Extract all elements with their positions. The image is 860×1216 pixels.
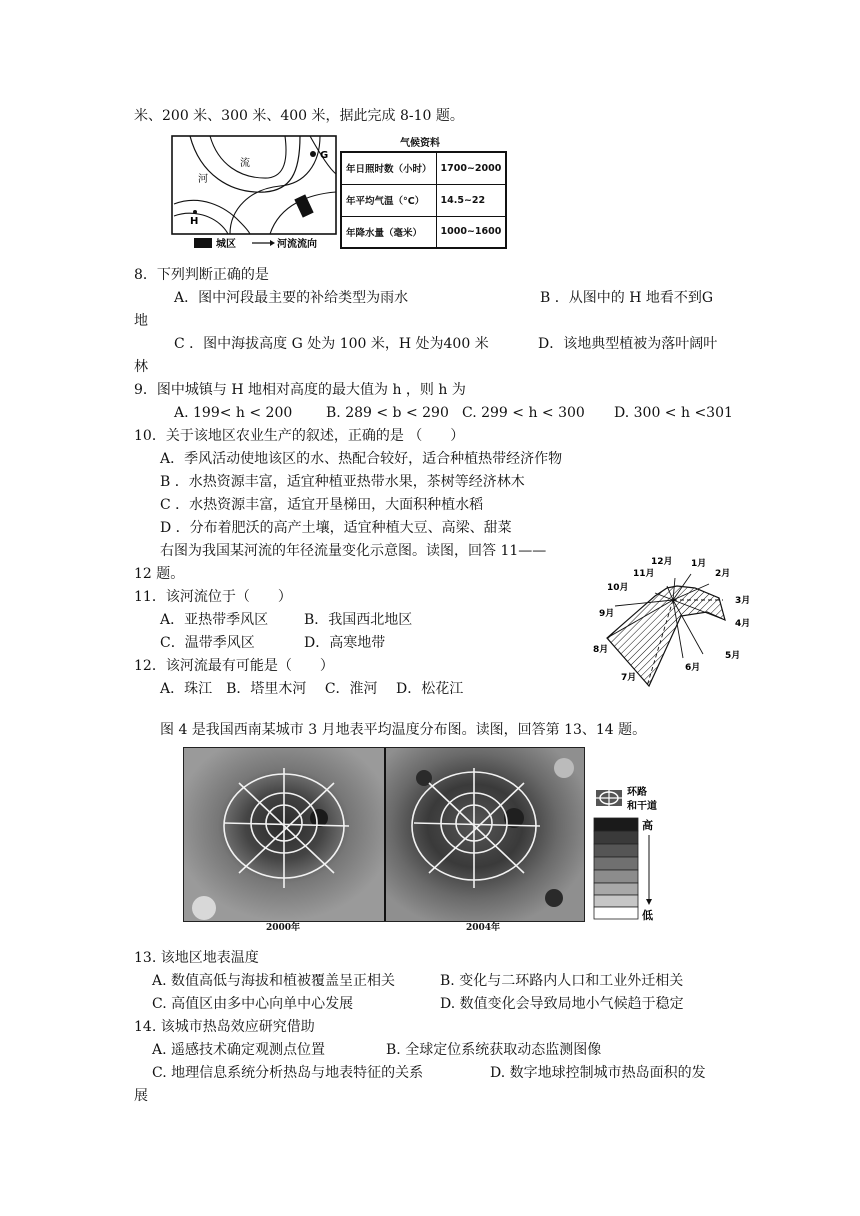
river-runoff-radial-chart — [585, 548, 760, 693]
q11-stem: 11．该河流位于（ ） — [134, 589, 292, 605]
temperature-maps — [183, 747, 585, 922]
q14-stem: 14. 该城市热岛效应研究借助 — [134, 1019, 315, 1035]
map-label-h: H — [190, 216, 199, 227]
climate-label: 年日照时数（小时） — [341, 152, 436, 184]
q8-option-d-wrap: 林 — [134, 359, 148, 375]
legend-road1: 环路 — [627, 787, 647, 798]
q10-option-c: C ．水热资源丰富，适宜开垦梯田，大面积种植水稻 — [160, 497, 484, 513]
climate-table — [340, 137, 500, 249]
river-contour-map — [170, 134, 340, 254]
q12-stem: 12．该河流最有可能是（ ） — [134, 658, 334, 674]
climate-row — [341, 184, 506, 216]
q11-option-c: C．温带季风区 — [160, 635, 255, 651]
q11-option-d: D．高寒地带 — [304, 635, 386, 651]
q8-option-b: B ．从图中的 H 地看不到G — [540, 290, 714, 306]
climate-value: 14.5~22 — [436, 184, 506, 216]
q11-option-b: B．我国西北地区 — [304, 612, 413, 628]
q9-stem: 9．图中城镇与 H 地相对高度的最大值为 h ，则 h 为 — [134, 382, 466, 398]
climate-row — [341, 152, 506, 184]
month-label: 12月 — [651, 557, 673, 567]
month-label: 1月 — [691, 559, 707, 569]
q10-stem: 10．关于该地区农业生产的叙述，正确的是 （ ） — [134, 428, 465, 444]
q13-option-b: B. 变化与二环路内人口和工业外迁相关 — [440, 973, 684, 989]
intro-q11-12-wrap: 12 题。 — [134, 566, 185, 582]
q9-option-a: A. 199< h < 200 — [174, 405, 293, 421]
intro-q8-10: 米、200 米、300 米、400 米，据此完成 8-10 题。 — [134, 108, 464, 124]
q13-option-d: D. 数值变化会导致局地小气候趋于稳定 — [440, 996, 684, 1012]
intro-q13-14: 图 4 是我国西南某城市 3 月地表平均温度分布图。读图，回答第 13、14 题。 — [160, 722, 647, 738]
climate-label: 年平均气温（°C） — [341, 184, 436, 216]
q8-option-d: D．该地典型植被为落叶阔叶 — [538, 336, 718, 352]
month-label: 4月 — [735, 619, 751, 629]
flow-arrow-icon — [270, 240, 275, 246]
month-label: 2月 — [715, 569, 731, 579]
climate-value: 1000~1600 — [436, 216, 506, 248]
legend-color-scale — [594, 818, 638, 919]
month-label: 8月 — [593, 645, 609, 655]
q10-option-b: B ．水热资源丰富，适宜种植亚热带水果，茶树等经济林木 — [160, 474, 525, 490]
map-label-river1: 河 — [198, 174, 208, 185]
q8-option-b-wrap: 地 — [134, 313, 148, 329]
year-label-2000: 2000年 — [266, 923, 301, 933]
q9-option-d: D. 300 < h <301 — [614, 405, 733, 421]
climate-row — [341, 216, 506, 248]
month-label: 5月 — [725, 651, 741, 661]
year-label-2004: 2004年 — [466, 923, 501, 933]
q11-option-a: A．亚热带季风区 — [160, 612, 269, 628]
legend-high: 高 — [642, 819, 653, 832]
q14-option-d: D. 数字地球控制城市热岛面积的发 — [490, 1065, 706, 1081]
temperature-legend — [592, 783, 712, 921]
q8-option-c: C ．图中海拔高度 G 处为 100 米，H 处为400 米 — [174, 336, 489, 352]
down-arrow-icon — [646, 899, 652, 905]
q8-option-a: A．图中河段最主要的补给类型为雨水 — [174, 290, 409, 306]
q13-option-c: C. 高值区由多中心向单中心发展 — [152, 996, 354, 1012]
map-label-river2: 流 — [240, 158, 250, 169]
climate-label: 年降水量（毫米） — [341, 216, 436, 248]
q13-option-a: A. 数值高低与海拔和植被覆盖呈正相关 — [152, 973, 396, 989]
q14-option-b: B. 全球定位系统获取动态监测图像 — [386, 1042, 602, 1058]
city-legend-swatch — [194, 238, 212, 248]
month-label: 7月 — [621, 673, 637, 683]
map-label-g: G — [320, 150, 329, 161]
month-label: 6月 — [685, 663, 701, 673]
q9-option-b: B. 289 < b < 290 — [326, 405, 449, 421]
climate-value: 1700~2000 — [436, 152, 506, 184]
q13-stem: 13. 该地区地表温度 — [134, 950, 259, 966]
month-label: 3月 — [735, 596, 751, 606]
intro-q11-12: 右图为我国某河流的年径流量变化示意图。读图，回答 11—— — [160, 543, 547, 559]
legend-road2: 和干道 — [627, 801, 657, 812]
q12-options: A．珠江 B．塔里木河 C．淮河 D．松花江 — [160, 681, 464, 697]
climate-title: 气候资料 — [400, 138, 440, 149]
q10-option-d: D ．分布着肥沃的高产土壤，适宜种植大豆、高梁、甜菜 — [160, 520, 512, 536]
month-label: 10月 — [607, 583, 629, 593]
legend-low: 低 — [642, 909, 653, 921]
q14-option-c: C. 地理信息系统分析热岛与地表特征的关系 — [152, 1065, 424, 1081]
q9-option-c: C. 299 < h < 300 — [462, 405, 585, 421]
month-label: 9月 — [599, 609, 615, 619]
q14-option-a: A. 遥感技术确定观测点位置 — [152, 1042, 326, 1058]
legend-flow: 河流流向 — [277, 239, 317, 250]
q14-option-d-wrap: 展 — [134, 1088, 148, 1104]
q10-option-a: A．季风活动使地该区的水、热配合较好，适合种植热带经济作物 — [160, 451, 563, 467]
legend-city: 城区 — [216, 239, 236, 250]
month-label: 11月 — [633, 569, 655, 579]
q8-stem: 8．下列判断正确的是 — [134, 267, 269, 283]
